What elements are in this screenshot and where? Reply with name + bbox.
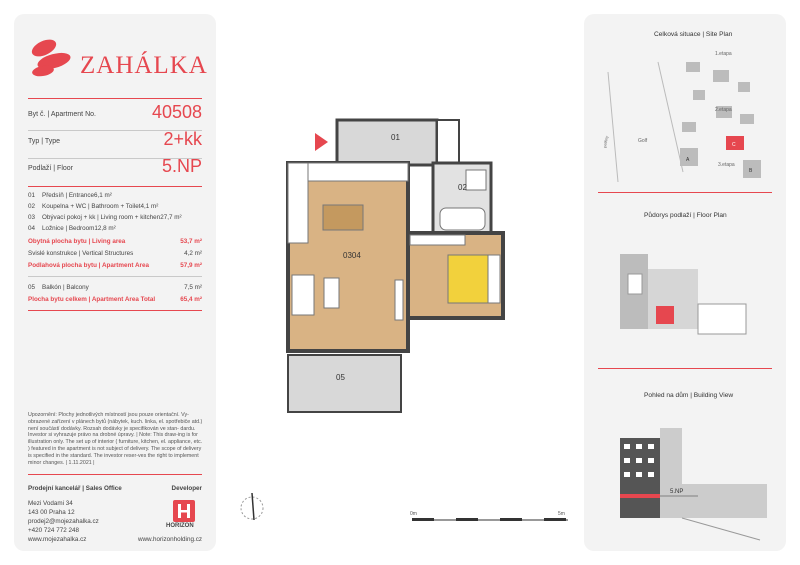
developer-title: Developer <box>171 485 202 492</box>
entrance-arrow-icon <box>315 133 328 151</box>
room-05-label: 05 <box>336 373 345 382</box>
room-02-label: 02 <box>458 183 467 192</box>
divider <box>598 192 772 193</box>
divider <box>28 98 202 99</box>
context-panel <box>584 14 786 551</box>
divider <box>28 186 202 187</box>
floor-plan-title: Půdorys podlaží | Floor Plan <box>644 212 727 219</box>
sales-address-2: 143 00 Praha 12 <box>28 509 75 516</box>
scale-end-label: 5m <box>558 511 565 517</box>
building-b-label: B <box>749 168 753 174</box>
toilet-icon <box>466 170 486 190</box>
sales-email[interactable]: prodej2@mojezahalka.cz <box>28 518 99 525</box>
total-area-row: Plocha bytu celkem | Apartment Area Total 65,4 m² <box>28 296 202 303</box>
sales-office-title: Prodejní kancelář | Sales Office <box>28 485 122 492</box>
apartment-floor-plan <box>230 110 570 530</box>
horizon-logo-icon <box>173 500 195 522</box>
sales-web[interactable]: www.mojezahalka.cz <box>28 536 87 543</box>
floor-plan-minimap <box>620 244 750 344</box>
bathtub-icon <box>440 208 485 230</box>
etapa-1-label: 1.etapa <box>715 51 732 57</box>
sales-phone[interactable]: +420 724 772 248 <box>28 527 79 534</box>
bed-icon <box>448 255 488 303</box>
dining-table <box>323 205 363 230</box>
apartment-no-value: 40508 <box>151 102 202 122</box>
scale-start-label: 0m <box>410 511 417 517</box>
developer-name: HORIZON <box>166 523 194 529</box>
room-row: 04 Ložnice | Bedroom12,8 m² <box>28 225 116 232</box>
disclaimer-note: Upozornění: Plochy jednotlivých místností jsou pouze orientační. Vy- obrazené zařízení v plánech bytů (nábytek, kuch. linka, el. spotřebiče atd.) není součástí dodávky. Rozsah dodávky je specifikován ve stan- dardu. Investor si vyhrazuje právo na drobné úpravy. | Note: This draw-ing is for illustration only. The set up of interior ( furniture, kitchen, el. appliance, etc. ) featured in the apartment is not subject of delivery. The scope of delivery is specified in the standard. The investor reser-ves the right to implement minor changes. | 1.11.2021 | <box>28 412 203 466</box>
building-c-label: C <box>732 142 736 148</box>
floor-label: Podlaží | Floor <box>28 165 74 172</box>
building-elevation <box>620 428 770 550</box>
brand-name: ZAHÁLKA <box>80 52 208 79</box>
room-row: 01 Předsíň | Entrance6,1 m² <box>28 192 112 199</box>
room-01 <box>337 120 437 165</box>
type-label: Typ | Type <box>28 138 61 145</box>
room-05 <box>288 355 401 412</box>
vertical-structures-row: Svislé konstrukce | Vertical Structures 4,2 m² <box>28 250 202 257</box>
developer-web[interactable]: www.horizonholding.cz <box>137 536 202 543</box>
etapa-2-label: 2.etapa <box>715 107 732 113</box>
divider <box>28 276 202 277</box>
kitchen-counter <box>288 163 308 243</box>
apartment-area-row: Podlahová plocha bytu | Apartment Area 57,9 m² <box>28 262 202 269</box>
site-plan-title: Celková situace | Site Plan <box>654 31 733 38</box>
north-arrow-icon <box>241 493 263 520</box>
divider <box>28 310 202 311</box>
site-plan-map <box>598 42 774 182</box>
type-value: 2+kk <box>163 129 202 149</box>
floor-value: 5.NP <box>161 156 202 176</box>
divider <box>28 474 202 475</box>
etapa-3-label: 3.etapa <box>718 162 735 168</box>
room-row: 03 Obývací pokoj + kk | Living room + kitchen27,7 m² <box>28 214 182 221</box>
balcony-row: 05 Balkón | Balcony 7,5 m² <box>28 284 202 291</box>
street-label: petřiny <box>602 135 610 149</box>
building-view-title: Pohled na dům | Building View <box>644 392 734 399</box>
floor-highlight <box>620 494 660 498</box>
sales-address-1: Mezi Vodami 34 <box>28 500 73 507</box>
golf-label: Golf <box>638 138 648 144</box>
zahalka-logo-icon <box>24 38 76 78</box>
room-row: 02 Koupelna + WC | Bathroom + Toilet4,1 m² <box>28 203 159 210</box>
apartment-no-label: Byt č. | Apartment No. <box>28 111 96 118</box>
building-floor-label: 5.NP <box>670 489 684 495</box>
scale-bar <box>412 518 568 521</box>
room-01-label: 01 <box>391 133 400 142</box>
building-a-label: A <box>686 157 690 163</box>
apartment-highlight <box>656 306 674 324</box>
living-area-row: Obytná plocha bytu | Living area 53,7 m² <box>28 238 202 245</box>
info-panel <box>14 14 216 551</box>
room-03-label: 0304 <box>343 251 361 260</box>
sofa <box>292 275 314 315</box>
divider <box>598 368 772 369</box>
